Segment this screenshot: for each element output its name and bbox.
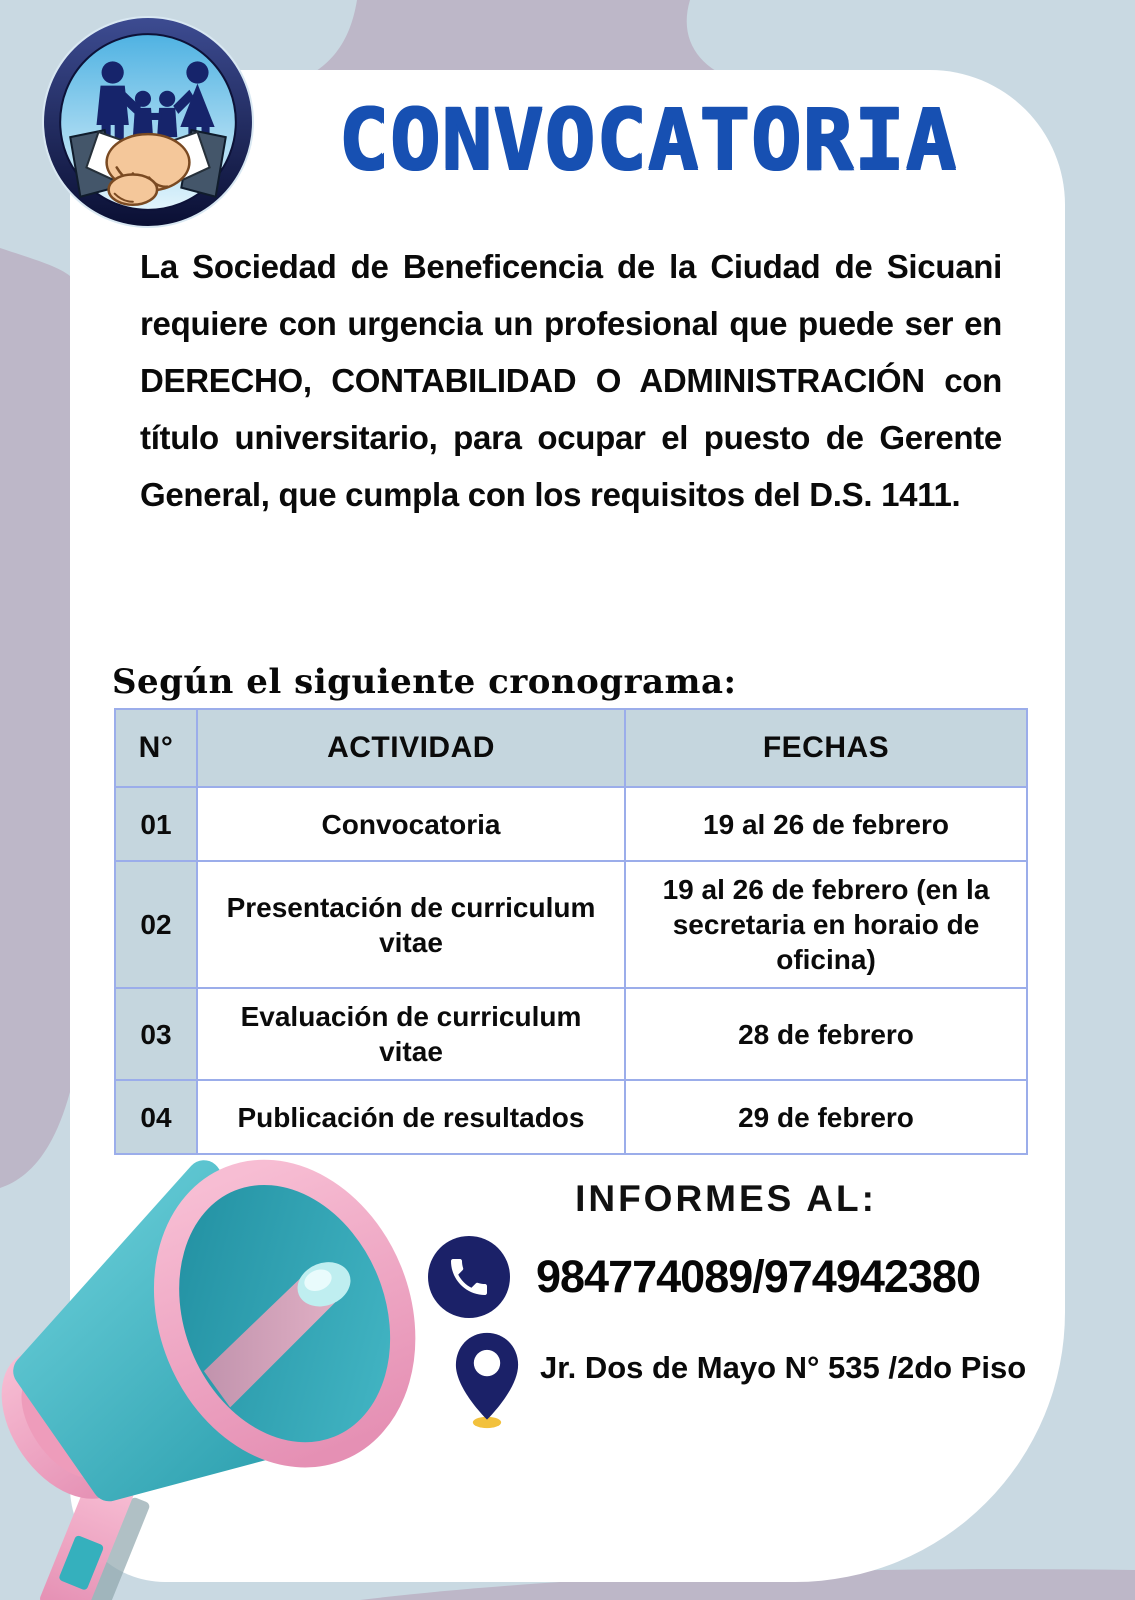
schedule-heading: Según el siguiente cronograma: <box>112 662 737 702</box>
cell-dates: 28 de febrero <box>625 988 1027 1080</box>
contact-heading: INFORMES AL: <box>575 1178 877 1219</box>
cell-dates: 29 de febrero <box>625 1080 1027 1154</box>
phone-numbers: 984774089/974942380 <box>536 1251 980 1302</box>
cell-num: 01 <box>115 787 197 861</box>
charity-logo-icon <box>42 16 254 228</box>
handshake-silhouette <box>70 130 225 205</box>
cell-activity: Publicación de resultados <box>197 1080 625 1154</box>
table-row <box>115 861 1027 988</box>
intro-paragraph: La Sociedad de Beneficencia de la Ciudad de Sicuani requiere con urgencia un profesional que puede ser en DERECHO, CONTABILIDAD O ADMINISTRACIÓN con título universitario, para ocupar el puesto de Gerente General, que cumpla con los requisitos del D.S. 1411. <box>140 248 1002 514</box>
address-row <box>454 1328 1027 1432</box>
poster-title: CONVOCATORIA <box>337 90 957 188</box>
header-dates: FECHAS <box>625 709 1027 787</box>
cell-num: 02 <box>115 861 197 988</box>
header-activity: ACTIVIDAD <box>197 709 625 787</box>
cell-dates: 19 al 26 de febrero (en la secretaria en horaio de oficina) <box>625 861 1027 988</box>
header-num: N° <box>115 709 197 787</box>
address-text: Jr. Dos de Mayo N° 535 /2do Piso <box>540 1350 1027 1385</box>
cell-activity: Evaluación de curriculum vitae <box>197 988 625 1080</box>
table-header-row <box>115 709 1027 787</box>
megaphone-icon <box>0 1116 434 1600</box>
table-row <box>115 988 1027 1080</box>
location-pin-icon <box>454 1328 520 1432</box>
cell-dates: 19 al 26 de febrero <box>625 787 1027 861</box>
cell-activity: Convocatoria <box>197 787 625 861</box>
cell-num: 03 <box>115 988 197 1080</box>
cell-num: 04 <box>115 1080 197 1154</box>
contact-section <box>428 1178 1027 1432</box>
schedule-table <box>114 708 1028 1155</box>
table-row <box>115 787 1027 861</box>
phone-row <box>428 1236 1024 1318</box>
phone-icon <box>428 1236 510 1318</box>
title-box <box>252 84 1042 194</box>
cell-activity: Presentación de curriculum vitae <box>197 861 625 988</box>
